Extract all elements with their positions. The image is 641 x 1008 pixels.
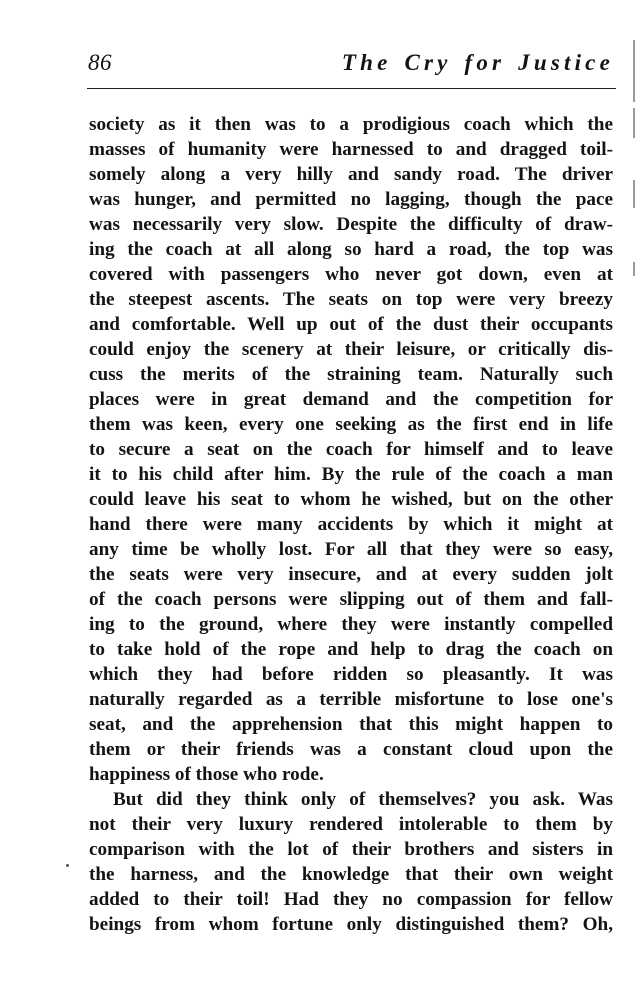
page-header <box>88 50 614 84</box>
scan-edge-mark <box>633 180 635 208</box>
text-line: to take hold of the rope and help to drag the coach on <box>89 639 613 660</box>
scan-edge-mark <box>633 262 635 276</box>
text-line: the seats were very insecure, and at every sudden jolt <box>89 564 613 585</box>
text-line: comparison with the lot of their brothers and sisters in <box>89 839 613 860</box>
text-line: But did they think only of themselves? you ask. Was <box>113 789 613 810</box>
text-line: them was keen, every one seeking as the first end in life <box>89 414 613 435</box>
text-line: ing the coach at all along so hard a road, the top was <box>89 239 613 260</box>
page-number: 86 <box>88 50 112 75</box>
scan-edge-mark <box>633 108 635 138</box>
header-rule <box>87 88 616 89</box>
text-line: ing to the ground, where they were instantly compelled <box>89 614 613 635</box>
text-line: covered with passengers who never got down, even at <box>89 264 613 285</box>
text-line: of the coach persons were slipping out of them and fall- <box>89 589 613 610</box>
text-line: was necessarily very slow. Despite the difficulty of draw- <box>89 214 613 235</box>
text-line: places were in great demand and the competition for <box>89 389 613 410</box>
text-line: hand there were many accidents by which it might at <box>89 514 613 535</box>
text-line: was hunger, and permitted no lagging, though the pace <box>89 189 613 210</box>
text-line: any time be wholly lost. For all that they were so easy, <box>89 539 613 560</box>
running-title: The Cry for Justice <box>341 50 614 75</box>
text-line: added to their toil! Had they no compassion for fellow <box>89 889 613 910</box>
text-line: the steepest ascents. The seats on top were very breezy <box>89 289 613 310</box>
text-line: to secure a seat on the coach for himself and to leave <box>89 439 613 460</box>
text-line: naturally regarded as a terrible misfortune to lose one's <box>89 689 613 710</box>
body-text <box>89 112 613 937</box>
text-line: which they had before ridden so pleasantly. It was <box>89 664 613 685</box>
text-line: masses of humanity were harnessed to and dragged toil- <box>89 139 613 160</box>
text-line: could enjoy the scenery at their leisure, or critically dis- <box>89 339 613 360</box>
text-line: happiness of those who rode. <box>89 764 324 785</box>
text-line: not their very luxury rendered intolerable to them by <box>89 814 613 835</box>
paragraph-2 <box>89 787 613 937</box>
text-line: society as it then was to a prodigious coach which the <box>89 114 613 135</box>
text-line: them or their friends was a constant cloud upon the <box>89 739 613 760</box>
text-line: beings from whom fortune only distinguished them? Oh, <box>89 914 613 935</box>
text-line: could leave his seat to whom he wished, but on the other <box>89 489 613 510</box>
text-line: and comfortable. Well up out of the dust their occupants <box>89 314 613 335</box>
scan-speck <box>66 864 69 867</box>
text-line: it to his child after him. By the rule of the coach a man <box>89 464 613 485</box>
text-line: cuss the merits of the straining team. Naturally such <box>89 364 613 385</box>
text-line: the harness, and the knowledge that their own weight <box>89 864 613 885</box>
text-line: somely along a very hilly and sandy road. The driver <box>89 164 613 185</box>
text-line: seat, and the apprehension that this might happen to <box>89 714 613 735</box>
paragraph-1 <box>89 112 613 787</box>
scan-edge-mark <box>633 40 635 102</box>
